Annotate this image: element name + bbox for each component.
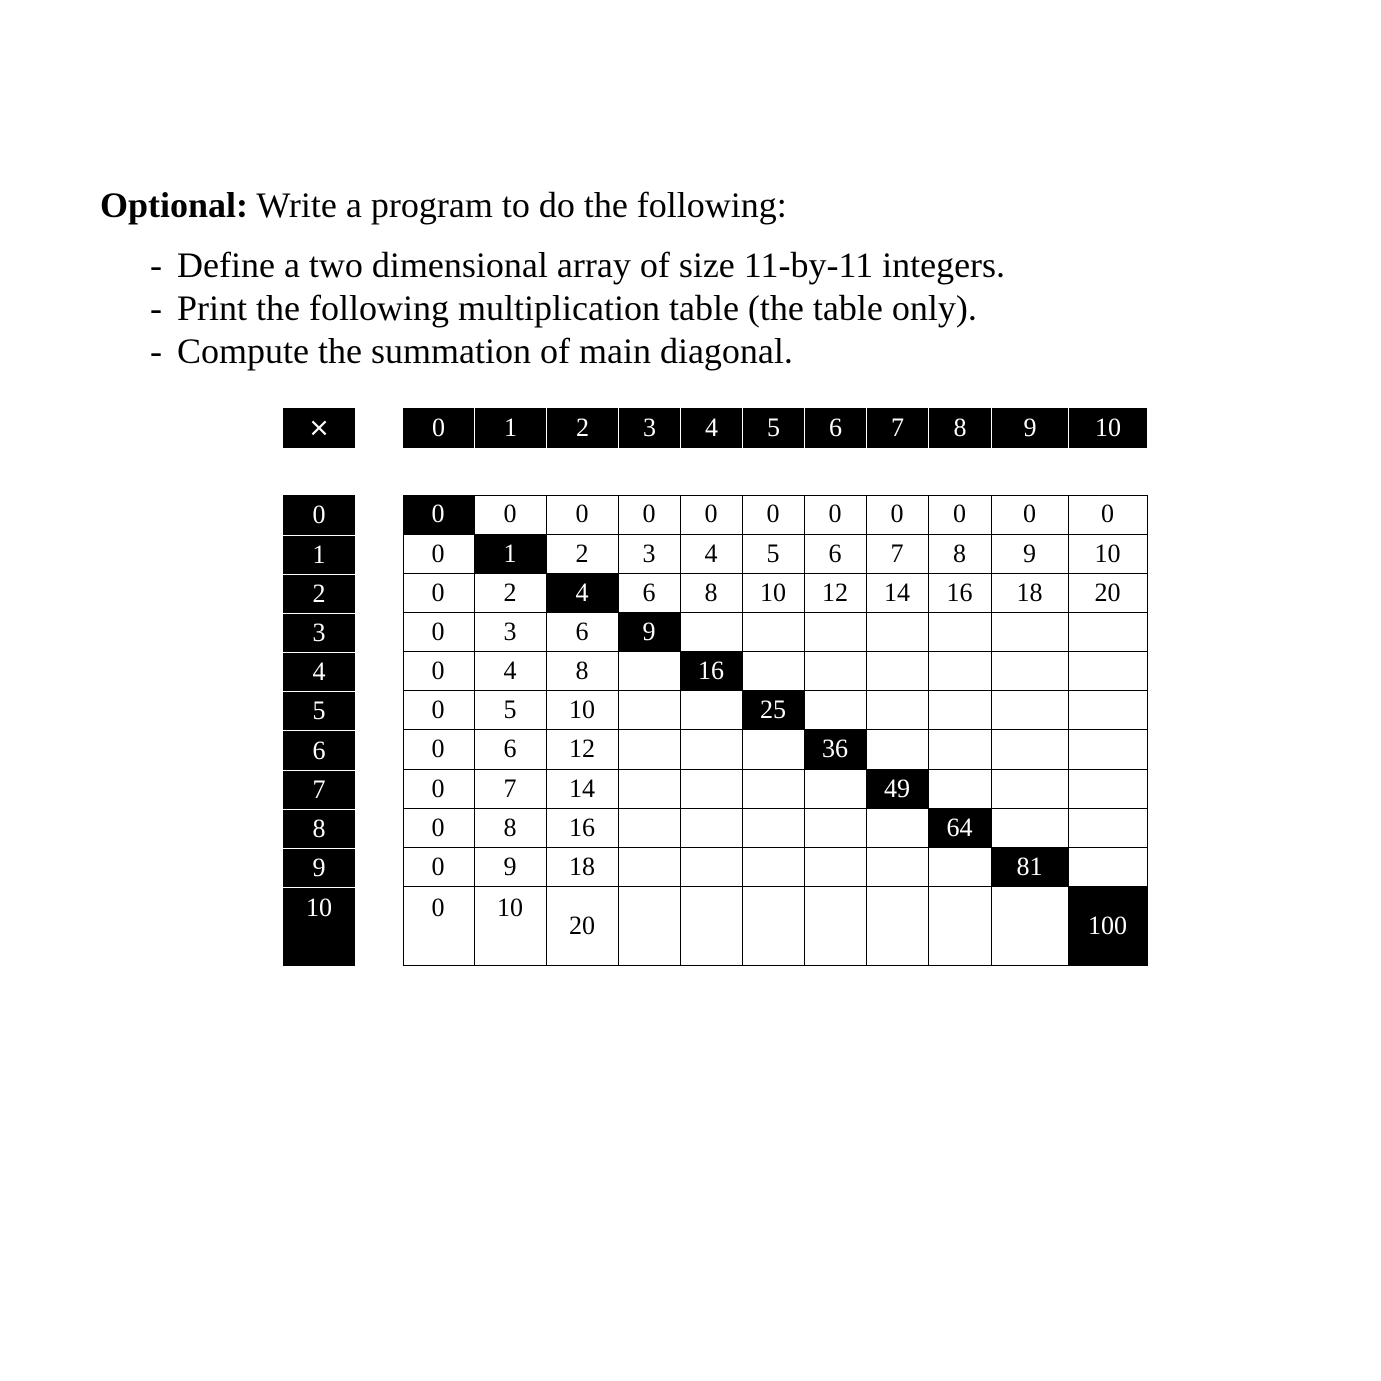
column-header: 1 [475,408,547,448]
table-cell [867,887,929,966]
diagonal-cell: 100 [1069,887,1148,966]
row-header: 5 [283,691,355,730]
table-cell: 7 [475,770,547,809]
table-cell [805,770,867,809]
table-cell [992,887,1069,966]
row-header: 4 [283,652,355,691]
requirement-item [150,244,1005,287]
intro-label: Optional: [100,185,249,225]
table-cell: 0 [403,770,475,809]
table-cell [1069,691,1148,730]
row-header: 0 [312,500,326,529]
row-header: 10 [283,887,355,927]
table-cell: 2 [547,535,619,574]
table-cell [681,887,743,966]
table-cell [1069,652,1148,691]
diagonal-cell: 1 [475,535,547,574]
table-cell [681,613,743,652]
requirement-item [150,330,1005,373]
table-cell [805,613,867,652]
table-cell [743,730,805,770]
table-cell [867,730,929,770]
table-cell [867,652,929,691]
table-cell: 0 [403,613,475,652]
table-cell: 5 [743,535,805,574]
table-cell: 6 [805,535,867,574]
intro-line [100,183,787,227]
table-cell: 0 [867,495,929,535]
table-cell: 8 [929,535,992,574]
bullet-dash: - [150,331,162,371]
table-cell: 0 [743,495,805,535]
table-cell: 9 [992,535,1069,574]
table-cell: 16 [929,574,992,613]
table-cell: 0 [403,574,475,613]
table-cell [992,809,1069,848]
table-cell: 4 [681,535,743,574]
table-cell: 6 [547,613,619,652]
column-header: 7 [867,408,929,448]
table-cell: 2 [475,574,547,613]
row-header: 8 [283,809,355,848]
column-header: 5 [743,408,805,448]
multiplication-grid [403,495,1148,966]
table-cell: 12 [805,574,867,613]
intro-text: Write a program to do the following: [248,185,787,225]
table-cell: 0 [929,495,992,535]
table-cell: 18 [992,574,1069,613]
table-cell [743,848,805,887]
table-cell [1069,848,1148,887]
table-cell [805,887,867,966]
table-cell [743,613,805,652]
table-cell: 0 [805,495,867,535]
table-cell: 3 [619,535,681,574]
table-cell [929,691,992,730]
table-cell: 0 [403,848,475,887]
table-cell [867,809,929,848]
table-cell [929,887,992,966]
bullet-dash: - [150,245,162,285]
table-cell [1069,770,1148,809]
table-cell: 20 [547,887,619,966]
table-cell [992,691,1069,730]
table-cell: 10 [1069,535,1148,574]
column-header: 6 [805,408,867,448]
column-header: 9 [992,408,1069,448]
table-cell: 0 [403,730,475,770]
table-cell [743,809,805,848]
table-cell [805,848,867,887]
bullet-dash: - [150,288,162,328]
table-cell: 0 [547,495,619,535]
table-cell: 14 [867,574,929,613]
table-cell [743,770,805,809]
table-cell: 3 [475,613,547,652]
table-cell [805,652,867,691]
table-cell: 20 [1069,574,1148,613]
table-cell [992,613,1069,652]
table-cell [743,887,805,966]
table-cell: 10 [547,691,619,730]
table-cell [681,691,743,730]
table-cell: 8 [681,574,743,613]
column-header: 8 [929,408,992,448]
table-cell [805,691,867,730]
table-cell [619,770,681,809]
table-cell [1069,730,1148,770]
table-cell: 6 [619,574,681,613]
table-cell: 5 [475,691,547,730]
table-cell: 0 [992,495,1069,535]
table-cell: 9 [475,848,547,887]
table-cell: 0 [619,495,681,535]
requirement-text: Print the following multiplication table (the table only). [177,288,977,328]
table-cell [619,730,681,770]
table-cell [681,770,743,809]
table-cell [805,809,867,848]
table-cell: 16 [547,809,619,848]
table-cell [929,730,992,770]
table-cell: 14 [547,770,619,809]
table-cell: 0 [403,809,475,848]
table-cell [992,770,1069,809]
table-cell: 12 [547,730,619,770]
diagonal-cell: 4 [547,574,619,613]
table-cell [619,652,681,691]
table-cell: 0 [403,535,475,574]
table-cell: 0 [681,495,743,535]
table-cell [867,691,929,730]
table-cell [867,848,929,887]
table-cell [743,652,805,691]
table-cell: 0 [403,652,475,691]
requirement-text: Define a two dimensional array of size 11-by-11 integers. [177,245,1006,285]
requirement-text: Compute the summation of main diagonal. [177,331,793,371]
row-header: 1 [283,535,355,574]
table-cell [1069,613,1148,652]
table-cell: 18 [547,848,619,887]
table-cell [681,809,743,848]
multiply-corner: × [283,408,355,448]
row-header: 6 [283,730,355,770]
column-header: 3 [619,408,681,448]
table-cell [929,652,992,691]
table-cell [867,613,929,652]
column-header: 2 [547,408,619,448]
requirements-list [150,244,1005,373]
table-cell [681,848,743,887]
table-cell [619,887,681,966]
diagonal-cell: 9 [619,613,681,652]
diagonal-cell: 0 [403,495,475,535]
diagonal-cell: 25 [743,691,805,730]
table-cell: 0 [1069,495,1148,535]
table-cell [929,848,992,887]
row-header: 9 [283,848,355,887]
table-cell [619,848,681,887]
column-header: 10 [1069,408,1148,448]
row-header: 3 [283,613,355,652]
table-cell: 4 [475,652,547,691]
table-cell: 6 [475,730,547,770]
table-cell [1069,809,1148,848]
table-cell [992,652,1069,691]
table-cell: 10 [743,574,805,613]
table-cell: 0 [475,495,547,535]
table-cell: 0 [403,887,475,966]
column-header: 4 [681,408,743,448]
diagonal-cell: 49 [867,770,929,809]
column-header: 0 [403,408,475,448]
table-cell [929,613,992,652]
diagonal-cell: 36 [805,730,867,770]
table-cell [681,730,743,770]
requirement-item [150,287,1005,330]
table-cell: 8 [547,652,619,691]
diagonal-cell: 64 [929,809,992,848]
row-header: 2 [283,574,355,613]
table-cell: 7 [867,535,929,574]
table-cell [619,809,681,848]
table-cell [992,730,1069,770]
table-cell [929,770,992,809]
table-cell [619,691,681,730]
row-header: 7 [283,770,355,809]
diagonal-cell: 16 [681,652,743,691]
diagonal-cell: 81 [992,848,1069,887]
table-cell: 0 [403,691,475,730]
table-cell: 8 [475,809,547,848]
table-cell: 10 [475,887,547,966]
